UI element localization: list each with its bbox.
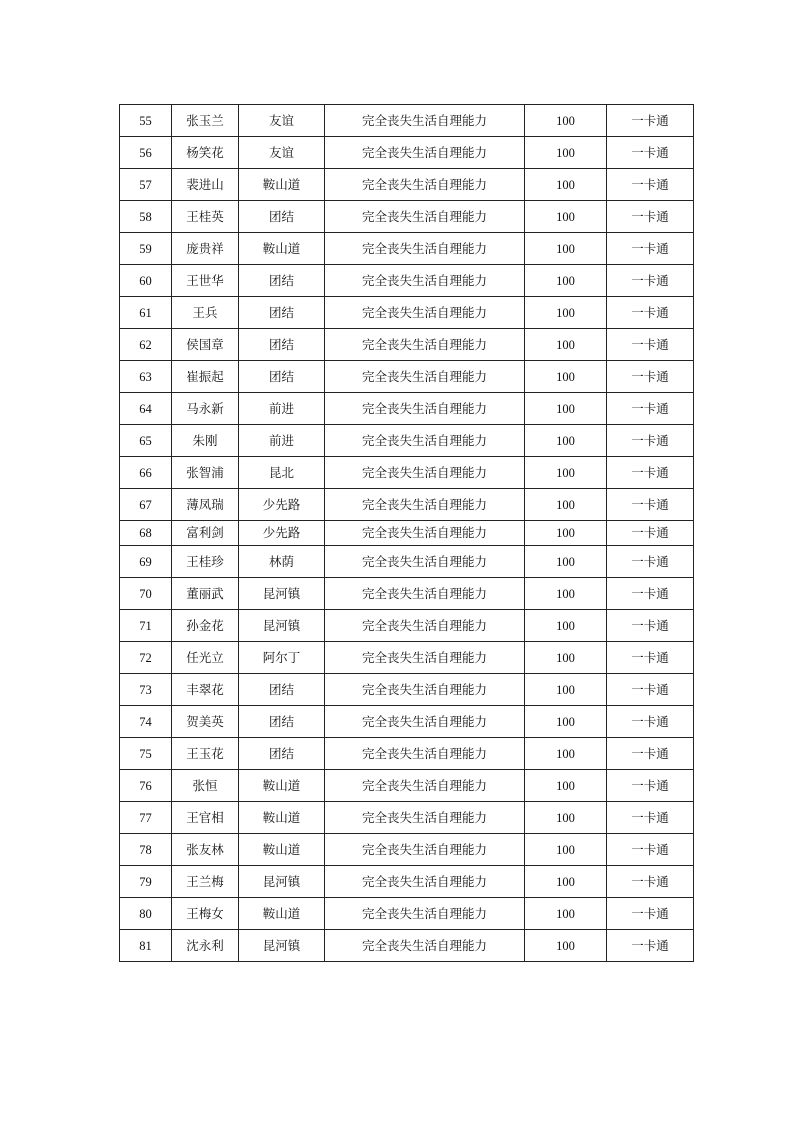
community-cell: 团结 — [239, 674, 325, 706]
amount-cell: 100 — [525, 930, 607, 962]
table-row — [120, 521, 694, 546]
amount-cell: 100 — [525, 297, 607, 329]
table-row — [120, 610, 694, 642]
row-number-cell: 77 — [120, 802, 172, 834]
disability-level-cell: 完全丧失生活自理能力 — [325, 802, 525, 834]
amount-cell: 100 — [525, 770, 607, 802]
row-number-cell: 81 — [120, 930, 172, 962]
amount-cell: 100 — [525, 361, 607, 393]
disability-level-cell: 完全丧失生活自理能力 — [325, 201, 525, 233]
amount-cell: 100 — [525, 425, 607, 457]
name-cell: 裴进山 — [172, 169, 239, 201]
amount-cell: 100 — [525, 866, 607, 898]
row-number-cell: 69 — [120, 546, 172, 578]
name-cell: 朱刚 — [172, 425, 239, 457]
community-cell: 少先路 — [239, 489, 325, 521]
payment-method-cell: 一卡通 — [607, 834, 694, 866]
name-cell: 杨笑花 — [172, 137, 239, 169]
row-number-cell: 76 — [120, 770, 172, 802]
row-number-cell: 73 — [120, 674, 172, 706]
row-number-cell: 71 — [120, 610, 172, 642]
row-number-cell: 65 — [120, 425, 172, 457]
payment-method-cell: 一卡通 — [607, 297, 694, 329]
name-cell: 贺美英 — [172, 706, 239, 738]
name-cell: 崔振起 — [172, 361, 239, 393]
payment-method-cell: 一卡通 — [607, 137, 694, 169]
payment-method-cell: 一卡通 — [607, 674, 694, 706]
table-row — [120, 489, 694, 521]
amount-cell: 100 — [525, 521, 607, 546]
community-cell: 昆河镇 — [239, 610, 325, 642]
payment-method-cell: 一卡通 — [607, 201, 694, 233]
payment-method-cell: 一卡通 — [607, 770, 694, 802]
table-row — [120, 393, 694, 425]
community-cell: 团结 — [239, 706, 325, 738]
community-cell: 鞍山道 — [239, 898, 325, 930]
table-row — [120, 802, 694, 834]
row-number-cell: 63 — [120, 361, 172, 393]
disability-level-cell: 完全丧失生活自理能力 — [325, 898, 525, 930]
payment-method-cell: 一卡通 — [607, 898, 694, 930]
row-number-cell: 59 — [120, 233, 172, 265]
table-body — [120, 105, 694, 962]
payment-method-cell: 一卡通 — [607, 642, 694, 674]
disability-level-cell: 完全丧失生活自理能力 — [325, 457, 525, 489]
row-number-cell: 64 — [120, 393, 172, 425]
amount-cell: 100 — [525, 201, 607, 233]
name-cell: 王兵 — [172, 297, 239, 329]
community-cell: 团结 — [239, 329, 325, 361]
payment-method-cell: 一卡通 — [607, 425, 694, 457]
community-cell: 少先路 — [239, 521, 325, 546]
amount-cell: 100 — [525, 329, 607, 361]
table-row — [120, 137, 694, 169]
amount-cell: 100 — [525, 265, 607, 297]
community-cell: 团结 — [239, 297, 325, 329]
name-cell: 董丽武 — [172, 578, 239, 610]
name-cell: 张智浦 — [172, 457, 239, 489]
name-cell: 王官相 — [172, 802, 239, 834]
disability-level-cell: 完全丧失生活自理能力 — [325, 546, 525, 578]
amount-cell: 100 — [525, 610, 607, 642]
row-number-cell: 55 — [120, 105, 172, 137]
disability-level-cell: 完全丧失生活自理能力 — [325, 866, 525, 898]
table-row — [120, 329, 694, 361]
disability-level-cell: 完全丧失生活自理能力 — [325, 834, 525, 866]
disability-level-cell: 完全丧失生活自理能力 — [325, 137, 525, 169]
payment-method-cell: 一卡通 — [607, 361, 694, 393]
table-row — [120, 642, 694, 674]
name-cell: 富利剑 — [172, 521, 239, 546]
name-cell: 侯国章 — [172, 329, 239, 361]
disability-level-cell: 完全丧失生活自理能力 — [325, 393, 525, 425]
disability-level-cell: 完全丧失生活自理能力 — [325, 297, 525, 329]
amount-cell: 100 — [525, 233, 607, 265]
amount-cell: 100 — [525, 393, 607, 425]
table-row — [120, 834, 694, 866]
disability-level-cell: 完全丧失生活自理能力 — [325, 674, 525, 706]
amount-cell: 100 — [525, 578, 607, 610]
payment-method-cell: 一卡通 — [607, 169, 694, 201]
row-number-cell: 78 — [120, 834, 172, 866]
amount-cell: 100 — [525, 642, 607, 674]
disability-level-cell: 完全丧失生活自理能力 — [325, 706, 525, 738]
community-cell: 鞍山道 — [239, 169, 325, 201]
row-number-cell: 74 — [120, 706, 172, 738]
payment-method-cell: 一卡通 — [607, 578, 694, 610]
disability-level-cell: 完全丧失生活自理能力 — [325, 265, 525, 297]
payment-method-cell: 一卡通 — [607, 738, 694, 770]
payment-method-cell: 一卡通 — [607, 105, 694, 137]
row-number-cell: 67 — [120, 489, 172, 521]
disability-level-cell: 完全丧失生活自理能力 — [325, 105, 525, 137]
row-number-cell: 75 — [120, 738, 172, 770]
name-cell: 薄凤瑞 — [172, 489, 239, 521]
disability-level-cell: 完全丧失生活自理能力 — [325, 489, 525, 521]
community-cell: 昆北 — [239, 457, 325, 489]
payment-method-cell: 一卡通 — [607, 546, 694, 578]
name-cell: 张友林 — [172, 834, 239, 866]
name-cell: 王世华 — [172, 265, 239, 297]
disability-level-cell: 完全丧失生活自理能力 — [325, 329, 525, 361]
recipient-table — [119, 104, 694, 962]
table-row — [120, 546, 694, 578]
amount-cell: 100 — [525, 898, 607, 930]
payment-method-cell: 一卡通 — [607, 802, 694, 834]
row-number-cell: 61 — [120, 297, 172, 329]
table-row — [120, 105, 694, 137]
payment-method-cell: 一卡通 — [607, 489, 694, 521]
table-row — [120, 169, 694, 201]
table-row — [120, 425, 694, 457]
amount-cell: 100 — [525, 546, 607, 578]
name-cell: 张恒 — [172, 770, 239, 802]
table-row — [120, 898, 694, 930]
payment-method-cell: 一卡通 — [607, 265, 694, 297]
table-row — [120, 265, 694, 297]
community-cell: 阿尔丁 — [239, 642, 325, 674]
table-row — [120, 770, 694, 802]
name-cell: 任光立 — [172, 642, 239, 674]
table-row — [120, 930, 694, 962]
row-number-cell: 66 — [120, 457, 172, 489]
amount-cell: 100 — [525, 489, 607, 521]
name-cell: 王玉花 — [172, 738, 239, 770]
community-cell: 友谊 — [239, 105, 325, 137]
row-number-cell: 72 — [120, 642, 172, 674]
table-row — [120, 706, 694, 738]
payment-method-cell: 一卡通 — [607, 329, 694, 361]
row-number-cell: 68 — [120, 521, 172, 546]
table-row — [120, 578, 694, 610]
row-number-cell: 58 — [120, 201, 172, 233]
amount-cell: 100 — [525, 802, 607, 834]
community-cell: 鞍山道 — [239, 233, 325, 265]
community-cell: 团结 — [239, 265, 325, 297]
community-cell: 林荫 — [239, 546, 325, 578]
community-cell: 团结 — [239, 738, 325, 770]
disability-level-cell: 完全丧失生活自理能力 — [325, 521, 525, 546]
payment-method-cell: 一卡通 — [607, 521, 694, 546]
payment-method-cell: 一卡通 — [607, 393, 694, 425]
name-cell: 丰翠花 — [172, 674, 239, 706]
amount-cell: 100 — [525, 834, 607, 866]
table-row — [120, 738, 694, 770]
payment-method-cell: 一卡通 — [607, 457, 694, 489]
community-cell: 鞍山道 — [239, 770, 325, 802]
disability-level-cell: 完全丧失生活自理能力 — [325, 233, 525, 265]
community-cell: 鞍山道 — [239, 802, 325, 834]
row-number-cell: 56 — [120, 137, 172, 169]
disability-level-cell: 完全丧失生活自理能力 — [325, 642, 525, 674]
disability-level-cell: 完全丧失生活自理能力 — [325, 169, 525, 201]
name-cell: 王桂珍 — [172, 546, 239, 578]
disability-level-cell: 完全丧失生活自理能力 — [325, 425, 525, 457]
community-cell: 鞍山道 — [239, 834, 325, 866]
table-row — [120, 201, 694, 233]
table-row — [120, 233, 694, 265]
name-cell: 王梅女 — [172, 898, 239, 930]
community-cell: 前进 — [239, 393, 325, 425]
payment-method-cell: 一卡通 — [607, 866, 694, 898]
table-row — [120, 297, 694, 329]
name-cell: 张玉兰 — [172, 105, 239, 137]
amount-cell: 100 — [525, 169, 607, 201]
row-number-cell: 70 — [120, 578, 172, 610]
disability-level-cell: 完全丧失生活自理能力 — [325, 361, 525, 393]
community-cell: 昆河镇 — [239, 578, 325, 610]
name-cell: 庞贵祥 — [172, 233, 239, 265]
table-row — [120, 866, 694, 898]
row-number-cell: 80 — [120, 898, 172, 930]
payment-method-cell: 一卡通 — [607, 706, 694, 738]
row-number-cell: 79 — [120, 866, 172, 898]
row-number-cell: 60 — [120, 265, 172, 297]
payment-method-cell: 一卡通 — [607, 930, 694, 962]
community-cell: 昆河镇 — [239, 930, 325, 962]
name-cell: 马永新 — [172, 393, 239, 425]
community-cell: 昆河镇 — [239, 866, 325, 898]
amount-cell: 100 — [525, 457, 607, 489]
amount-cell: 100 — [525, 105, 607, 137]
amount-cell: 100 — [525, 738, 607, 770]
community-cell: 团结 — [239, 361, 325, 393]
row-number-cell: 57 — [120, 169, 172, 201]
disability-level-cell: 完全丧失生活自理能力 — [325, 578, 525, 610]
disability-level-cell: 完全丧失生活自理能力 — [325, 738, 525, 770]
payment-method-cell: 一卡通 — [607, 610, 694, 642]
community-cell: 前进 — [239, 425, 325, 457]
community-cell: 团结 — [239, 201, 325, 233]
name-cell: 孙金花 — [172, 610, 239, 642]
name-cell: 沈永利 — [172, 930, 239, 962]
table-row — [120, 457, 694, 489]
name-cell: 王桂英 — [172, 201, 239, 233]
payment-method-cell: 一卡通 — [607, 233, 694, 265]
amount-cell: 100 — [525, 137, 607, 169]
disability-level-cell: 完全丧失生活自理能力 — [325, 930, 525, 962]
amount-cell: 100 — [525, 706, 607, 738]
amount-cell: 100 — [525, 674, 607, 706]
disability-level-cell: 完全丧失生活自理能力 — [325, 770, 525, 802]
table-row — [120, 674, 694, 706]
name-cell: 王兰梅 — [172, 866, 239, 898]
row-number-cell: 62 — [120, 329, 172, 361]
table-row — [120, 361, 694, 393]
community-cell: 友谊 — [239, 137, 325, 169]
disability-level-cell: 完全丧失生活自理能力 — [325, 610, 525, 642]
